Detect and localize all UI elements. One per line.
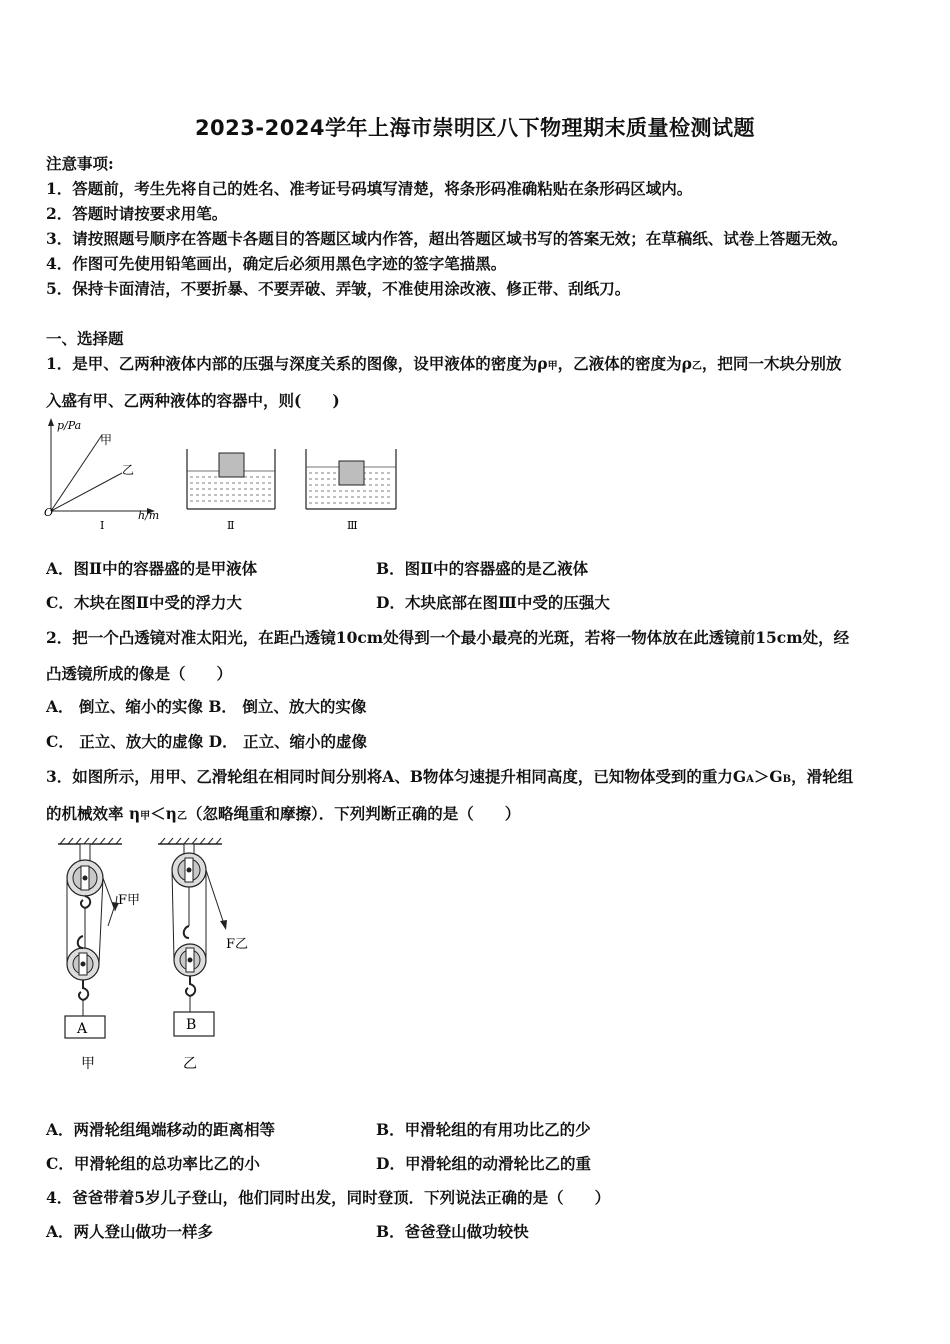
graph-y-label: p/Pa [57,419,82,432]
q3-option-b: B．甲滑轮组的有用功比乙的少 [376,1120,591,1139]
graph-caption: Ⅰ [100,519,105,532]
graph-origin-label: O [44,506,54,519]
q2-options-ab: A． 倒立、缩小的实像 B． 倒立、放大的实像 [46,697,367,716]
page-title: 2023-2024学年上海市崇明区八下物理期末质量检测试题 [194,116,756,140]
q2-options-cd: C． 正立、放大的虚像 D． 正立、缩小的虚像 [46,732,367,751]
container-figure-3 [302,445,402,535]
notice-item-3: 3．请按照题号顺序在答题卡各题目的答题区域内作答，超出答题区域书写的答案无效；在草稿纸、试卷上答题无效。 [46,229,848,248]
graph-line-jia-label: 甲 [100,433,113,447]
q1-option-c: C．木块在图Ⅱ中受的浮力大 [46,593,242,612]
figure-2-caption: Ⅱ [227,519,235,532]
q4-option-a: A．两人登山做功一样多 [46,1222,214,1241]
notice-item-4: 4．作图可先使用铅笔画出，确定后必须用黑色字迹的签字笔描黑。 [46,254,507,273]
q1-stem-line1: 1．是甲、乙两种液体内部的压强与深度关系的图像，设甲液体的密度为ρ甲，乙液体的密度为ρ乙，把同一木块分别放 [46,354,842,373]
graph-x-label: h/m [138,509,160,522]
q3-stem-line1: 3．如图所示，用甲、乙滑轮组在相同时间分别将A、B物体匀速提升相同高度，已知物体受到的重力GA＞GB，滑轮组 [46,767,854,786]
q1-stem-line2: 入盛有甲、乙两种液体的容器中，则( ) [46,391,340,410]
q3-option-a: A．两滑轮组绳端移动的距离相等 [46,1120,276,1139]
q1-option-b: B．图Ⅱ中的容器盛的是乙液体 [376,559,589,578]
q3-option-d: D．甲滑轮组的动滑轮比乙的重 [376,1154,591,1173]
q2-stem-line2: 凸透镜所成的像是（ ） [46,664,233,683]
figure-3-caption: Ⅲ [347,519,358,532]
pressure-depth-graph [40,415,170,535]
section-heading: 一、选择题 [46,329,124,348]
q4-stem: 4．爸爸带着5岁儿子登山，他们同时出发，同时登顶．下列说法正确的是（ ） [46,1188,611,1207]
q1-option-d: D．木块底部在图Ⅲ中受的压强大 [376,593,610,612]
q3-option-c: C．甲滑轮组的总功率比乙的小 [46,1154,260,1173]
pulley-system-yi [150,836,270,1076]
notice-item-1: 1．答题前，考生先将自己的姓名、准考证号码填写清楚，将条形码准确粘贴在条形码区域内。 [46,179,693,198]
notice-item-2: 2．答题时请按要求用笔。 [46,204,228,223]
notice-item-5: 5．保持卡面清洁，不要折暴、不要弄破、弄皱，不准使用涂改液、修正带、刮纸刀。 [46,279,631,298]
block-a-label: A [77,1021,88,1037]
q3-stem-line2: 的机械效率 η甲＜η乙（忽略绳重和摩擦）．下列判断正确的是（ ） [46,804,521,823]
block-b-label: B [186,1017,197,1033]
q4-option-b: B．爸爸登山做功较快 [376,1222,529,1241]
pulley-yi-caption: 乙 [183,1056,197,1072]
container-figure-2 [183,445,283,535]
force-jia-label: F甲 [118,893,141,908]
force-yi-label: F乙 [226,937,249,952]
pulley-jia-caption: 甲 [81,1056,95,1072]
q1-option-a: A．图Ⅱ中的容器盛的是甲液体 [46,559,258,578]
graph-line-yi-label: 乙 [122,463,135,477]
pulley-system-jia [40,836,160,1076]
notice-heading: 注意事项: [46,154,114,173]
q2-stem-line1: 2．把一个凸透镜对准太阳光，在距凸透镜10cm处得到一个最小最亮的光斑，若将一物体放在此透镜前15cm处，经 [46,628,850,647]
